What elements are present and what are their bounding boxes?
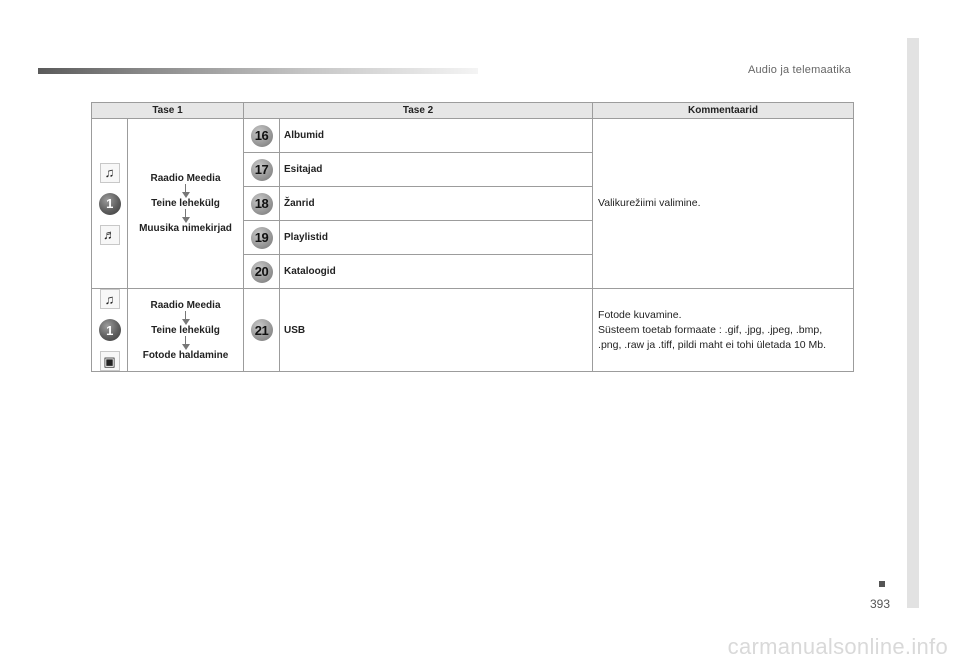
header-level2: Tase 2 — [244, 103, 593, 119]
comment-line: Valikurežiimi valimine. — [598, 197, 701, 209]
comment-cell — [593, 289, 854, 372]
icon-cell — [92, 119, 128, 289]
music-list-icon: ♬ — [100, 225, 120, 245]
level1-item: Muusika nimekirjad — [139, 223, 232, 234]
level1-item: Fotode haldamine — [142, 349, 229, 361]
page-marker — [879, 581, 885, 587]
badge-1: 1 — [99, 319, 121, 341]
level2-albumid: Albumid — [280, 119, 593, 153]
badge-19: 19 — [251, 227, 273, 249]
level1-cell — [128, 119, 244, 289]
music-note-icon: ♫ — [100, 163, 120, 183]
music-note-icon: ♫ — [100, 289, 120, 309]
level1-item: Raadio Meedia — [150, 173, 221, 184]
page-number: 393 — [870, 597, 891, 611]
level1-item: Teine lehekülg — [151, 198, 220, 209]
comment-line: Süsteem toetab formaate : .gif, .jpg, .jpeg, .bmp, — [598, 323, 823, 336]
badge-21: 21 — [251, 319, 273, 341]
section-title: Audio ja telemaatika — [747, 64, 851, 76]
side-strip — [907, 38, 919, 608]
comment-cell — [593, 119, 854, 289]
level1-item: Teine lehekülg — [151, 324, 220, 336]
badge-18: 18 — [251, 193, 273, 215]
badge-cell — [244, 255, 280, 289]
level2-esitajad: Esitajad — [280, 153, 593, 187]
arrow-down-icon — [181, 311, 191, 325]
table-header-row — [92, 103, 854, 119]
level2-playlistid: Playlistid — [280, 221, 593, 255]
badge-cell — [244, 153, 280, 187]
badge-16: 16 — [251, 125, 273, 147]
header-comments: Kommentaarid — [593, 103, 854, 119]
badge-cell — [244, 221, 280, 255]
level2-usb: USB — [280, 289, 593, 372]
comment-line: Fotode kuvamine. — [598, 308, 682, 321]
table-row — [92, 289, 854, 372]
badge-cell — [244, 187, 280, 221]
header-level1: Tase 1 — [92, 103, 244, 119]
photo-icon: ▣ — [100, 351, 120, 371]
badge-cell — [244, 119, 280, 153]
level2-zanrid: Žanrid — [280, 187, 593, 221]
arrow-down-icon — [181, 209, 191, 223]
watermark-logo: carmanualsonline.info — [727, 634, 948, 659]
badge-20: 20 — [251, 261, 273, 283]
arrow-down-icon — [181, 184, 191, 198]
comment-line: .png, .raw ja .tiff, pildi maht ei tohi ületada 10 Mb. — [598, 338, 827, 351]
level1-item: Raadio Meedia — [150, 299, 221, 311]
icon-cell — [92, 289, 128, 372]
badge-cell — [244, 289, 280, 372]
arrow-down-icon — [181, 336, 191, 350]
badge-1: 1 — [99, 193, 121, 215]
settings-table — [91, 102, 854, 372]
level1-cell — [128, 289, 244, 372]
level2-kataloogid: Kataloogid — [280, 255, 593, 289]
badge-17: 17 — [251, 159, 273, 181]
table-row — [92, 119, 854, 153]
header-gradient-bar — [38, 68, 478, 74]
